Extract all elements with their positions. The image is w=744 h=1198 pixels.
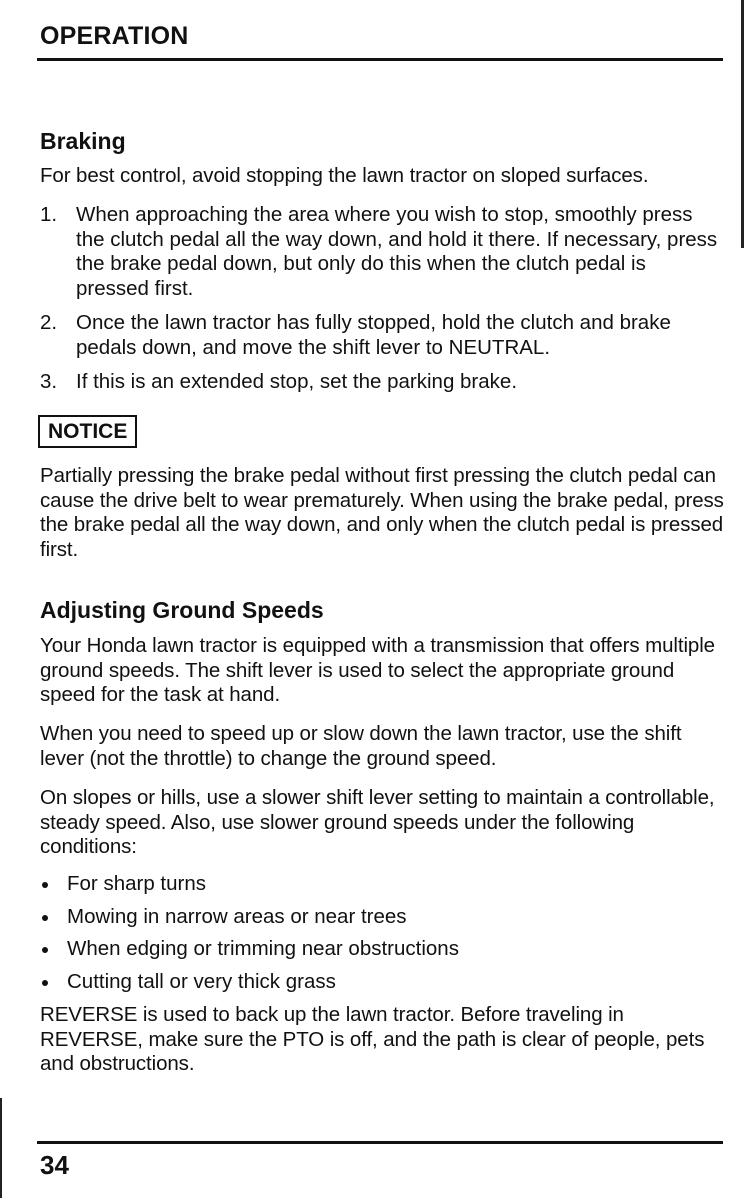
notice-label: NOTICE <box>38 415 137 448</box>
page-edge-left <box>0 1098 2 1198</box>
step-text: If this is an extended stop, set the parking brake. <box>76 370 518 393</box>
bullet-icon <box>42 915 48 921</box>
braking-step-3 <box>40 370 724 395</box>
footer-rule <box>37 1141 723 1144</box>
braking-steps <box>40 203 724 395</box>
step-number: 2. <box>40 311 58 334</box>
bullet-icon <box>42 980 48 986</box>
bullet-icon <box>42 882 48 888</box>
page-number: 34 <box>40 1150 69 1180</box>
condition-item: For sharp turns <box>40 872 724 897</box>
notice-text: Partially pressing the brake pedal without first pressing the clutch pedal can cause the drive belt to wear prematurely. When using the brake pedal, press the brake pedal all the way down, and only when the clutch pedal is pressed first. <box>40 464 724 561</box>
ground-speeds-heading: Adjusting Ground Speeds <box>40 597 324 623</box>
header-rule <box>37 58 723 61</box>
ground-speeds-p2: When you need to speed up or slow down the lawn tractor, use the shift lever (not the throttle) to change the ground speed. <box>40 722 682 770</box>
ground-speeds-p3: On slopes or hills, use a slower shift lever setting to maintain a controllable, steady speed. Also, use slower ground speeds under the following conditions: <box>40 786 715 858</box>
section-header: OPERATION <box>40 22 189 50</box>
step-text: When approaching the area where you wish to stop, smoothly press the clutch pedal all the way down, and hold it there. If necessary, press the brake pedal down, but only do this when the clutch pedal is pressed first. <box>76 203 718 300</box>
braking-heading: Braking <box>40 128 126 154</box>
braking-step-1 <box>40 203 724 301</box>
braking-step-2 <box>40 311 724 360</box>
conditions-list <box>40 872 724 994</box>
step-number: 3. <box>40 370 58 393</box>
bullet-icon <box>42 947 48 953</box>
step-text: Once the lawn tractor has fully stopped, hold the clutch and brake pedals down, and move the shift lever to NEUTRAL. <box>76 311 671 359</box>
step-number: 1. <box>40 203 58 226</box>
condition-item: Mowing in narrow areas or near trees <box>40 905 724 930</box>
braking-intro: For best control, avoid stopping the lawn tractor on sloped surfaces. <box>40 164 649 187</box>
reverse-paragraph: REVERSE is used to back up the lawn tractor. Before traveling in REVERSE, make sure the PTO is off, and the path is clear of people, pets and obstructions. <box>40 1003 705 1075</box>
ground-speeds-p1: Your Honda lawn tractor is equipped with a transmission that offers multiple ground speeds. The shift lever is used to select the appropriate ground speed for the task at hand. <box>40 634 715 706</box>
condition-item: Cutting tall or very thick grass <box>40 970 724 995</box>
condition-item: When edging or trimming near obstructions <box>40 937 724 962</box>
